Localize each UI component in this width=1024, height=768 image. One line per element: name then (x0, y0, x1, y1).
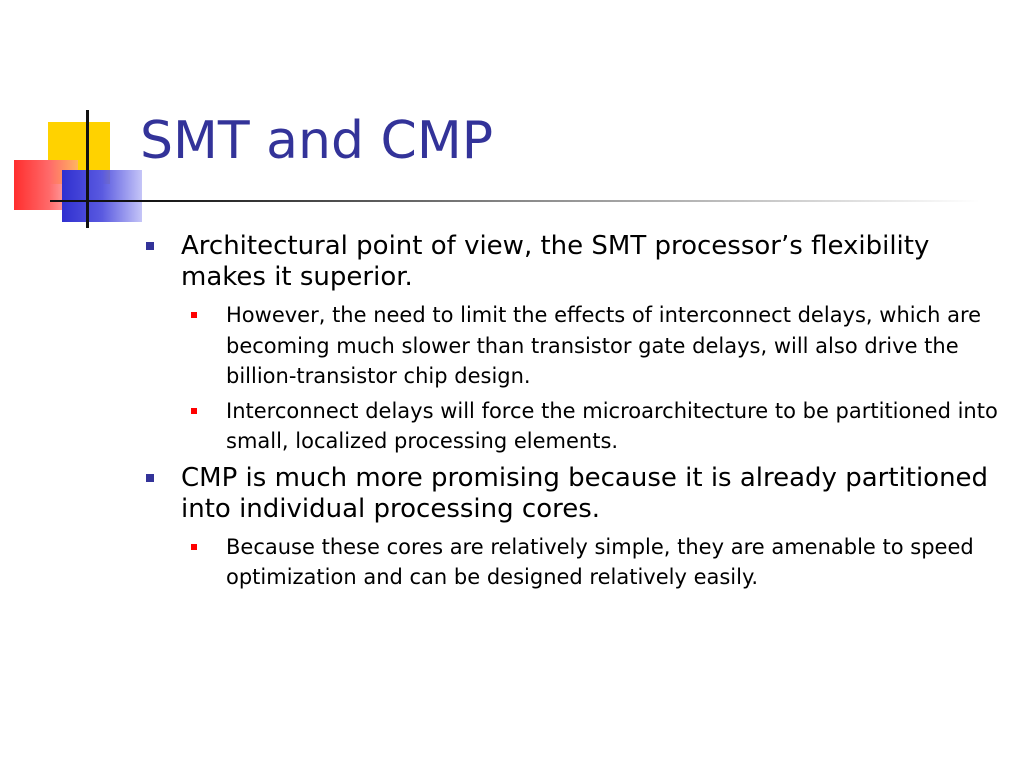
bullet-group (146, 231, 1006, 457)
bullet-level2 (191, 300, 1006, 391)
bullet-level1 (146, 463, 1006, 525)
decorative-blue-bar (62, 170, 142, 222)
sub-bullet-text: Interconnect delays will force the microarchitecture to be partitioned into small, localized processing elements. (226, 398, 998, 454)
square-bullet-icon (146, 474, 154, 482)
sub-bullet-text: Because these cores are relatively simple, they are amenable to speed optimization and can be designed relatively easily. (226, 534, 974, 590)
decorative-vertical-line (86, 110, 89, 228)
square-bullet-icon (191, 408, 197, 414)
bullet-level2 (191, 396, 1006, 457)
title-underline (50, 200, 980, 202)
square-bullet-icon (191, 544, 197, 550)
sub-bullet-text: However, the need to limit the effects of interconnect delays, which are becoming much slower than transistor gate delays, will also drive the billion-transistor chip design. (226, 303, 982, 389)
bullet-text: Architectural point of view, the SMT processor’s flexibility makes it superior. (181, 231, 930, 293)
square-bullet-icon (146, 242, 154, 250)
bullet-text: CMP is much more promising because it is already partitioned into individual processing cores. (181, 462, 989, 524)
slide-body (146, 231, 1006, 599)
square-bullet-icon (191, 312, 197, 318)
bullet-level1 (146, 231, 1006, 293)
bullet-group (146, 463, 1006, 593)
slide-title: SMT and CMP (140, 111, 494, 171)
bullet-level2 (191, 532, 1006, 593)
